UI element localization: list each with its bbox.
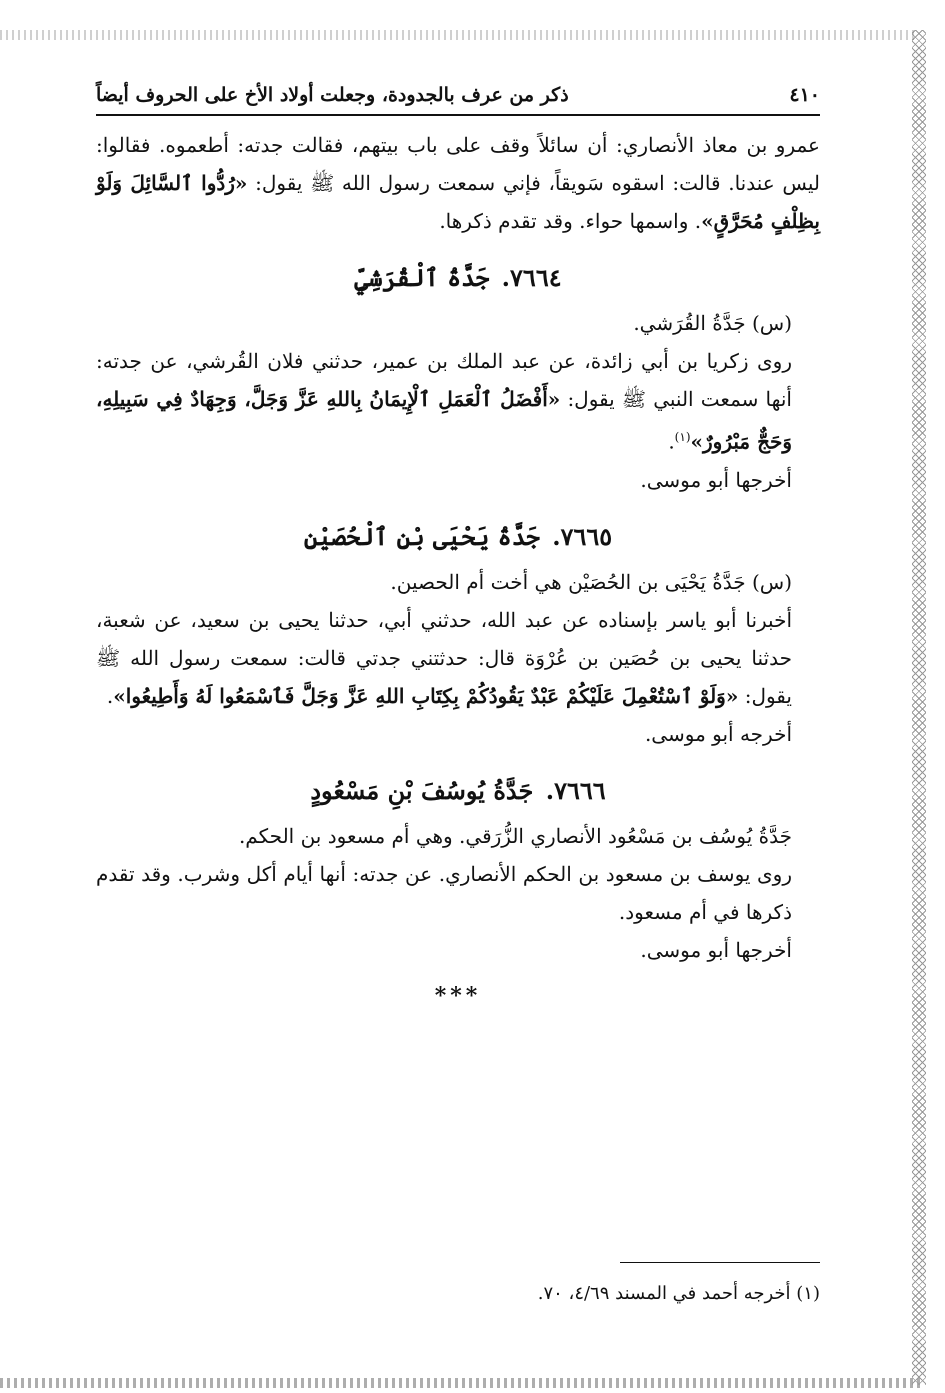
narration-hadith: «أَفْضَلُ ٱلْعَمَلِ ٱلْإِيمَانُ بِاللهِ عَزَّ وَجَلَّ، وَجِهَادٌ فِي سَبِيلِهِ، وَحَجٌّ مَبْرُورٌ» [96, 387, 792, 454]
entry-title-7666 [96, 771, 820, 811]
entry-title-7665 [96, 517, 820, 557]
intro-text-end: . واسمها حواء. وقد تقدم ذكرها. [439, 209, 702, 233]
entry-source: أخرجها أبو موسى. [640, 467, 792, 492]
page-border-bottom [0, 1378, 920, 1388]
entry-number: ٧٦٦٦. [545, 775, 606, 805]
entry-narration [96, 601, 820, 715]
footnote-divider [620, 1262, 820, 1263]
entry-lead: (س) جَدَّةُ يَحْيَى بن الحُصَيْن هي أخت أم الحصين. [390, 569, 792, 594]
entry-number: ٧٦٦٤. [501, 263, 562, 292]
entry-narration [96, 342, 820, 461]
entry-number: ٧٦٦٥. [552, 521, 613, 551]
entry-lead: (س) جَدَّةُ القُرَشي. [633, 311, 792, 335]
section-separator: *** [434, 982, 482, 1009]
footnote: (١) أخرجه أحمد في المسند ٤/٦٩، ٧٠. [537, 1283, 820, 1304]
page-number: ٤١٠ [789, 84, 820, 106]
intro-hadith: «رُدُّوا ٱلسَّائِلَ وَلَوْ بِظِلْفٍ مُحَرَّقٍ» [96, 171, 820, 233]
narration-text: أخبرنا أبو ياسر بإسناده عن عبد الله، حدثني أبي، حدثنا يحيى بن سعيد، عن شعبة، حدثنا يحيى بن حُصَين بن عُرْوَة قال: حدثتني جدتي قالت: سمعت رسول الله ﷺ يقول: [96, 607, 792, 708]
narration-text: روى زكريا بن أبي زائدة، عن عبد الملك بن عمير، حدثني فلان القُرشي، عن جدته: أنها سمعت النبي ﷺ يقول: [96, 349, 792, 411]
entry-title-7664 [96, 258, 820, 298]
intro-text: عمرو بن معاذ الأنصاري: أن سائلاً وقف على باب بيتهم، فقالت جدته: أطعموه. فقالوا: ليس عندنا. قالت: اسقوه سَويقاً، فإني سمعت رسول الله ﷺ يقول: [96, 133, 821, 195]
running-header [96, 82, 820, 116]
footnote-mark: (١) [674, 430, 691, 444]
narration-end: . [668, 429, 675, 454]
running-title: ذكر من عرف بالجدودة، وجعلت أولاد الأخ على الحروف أيضاً [96, 84, 569, 106]
narration-hadith: «وَلَوْ ٱسْتُعْمِلَ عَلَيْكُمْ عَبْدٌ يَقُودُكُمْ بِكِتَابِ اللهِ عَزَّ وَجَلَّ فَٱسْمَعُوا لَهُ وَأَطِيعُوا» [113, 683, 739, 708]
entry-narration: روى يوسف بن مسعود بن الحكم الأنصاري. عن جدته: أنها أيام أكل وشرب. وقد تقدم ذكرها في أم مسعود. [96, 861, 792, 924]
entry-source: أخرجه أبو موسى. [644, 721, 792, 746]
page-border-top [0, 30, 915, 40]
entry-name: جَدَّةُ ٱلْقُرَشِيِّ [354, 263, 490, 292]
entry-name: جَدَّةُ يُوسُفَ بْنِ مَسْعُودٍ [310, 775, 534, 805]
intro-paragraph [96, 126, 820, 240]
page-border-right [912, 30, 926, 1385]
page-body [96, 82, 820, 1009]
narration-end: . [106, 683, 114, 708]
entry-name: جَدَّةُ يَحْيَى بْنِ ٱلْحُصَيْنِ [303, 521, 540, 551]
entry-source: أخرجها أبو موسى. [640, 937, 792, 962]
entry-lead: جَدَّةُ يُوسُف بن مَسْعُود الأنصاري الزُّرَقي. وهي أم مسعود بن الحكم. [238, 823, 792, 848]
